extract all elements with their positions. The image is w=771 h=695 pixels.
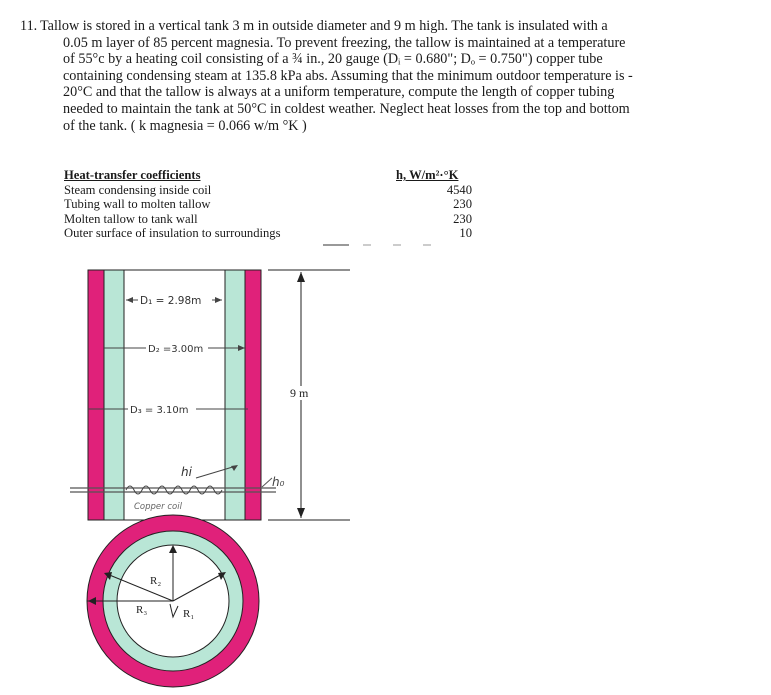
problem-line-6: needed to maintain the tank at 50°C in coldest weather. Neglect heat losses from the top and bottom: [63, 100, 630, 117]
coefficient-value: 4540: [446, 182, 472, 197]
d3-label: D₃ = 3.10m: [130, 405, 189, 416]
coefficient-row-label: Molten tallow to tank wall: [64, 211, 198, 226]
hi-label: hi: [181, 465, 192, 479]
coefficient-value: 230: [453, 197, 472, 212]
wall-left: [104, 270, 124, 520]
coefficient-header: Heat-transfer coefficients: [64, 168, 201, 182]
r1-label: R₁: [183, 608, 195, 620]
height-label: 9 m: [290, 386, 309, 400]
h-header: h, W/m²·°K: [396, 168, 459, 182]
problem-line-3: of 55°c by a heating coil consisting of a ¾ in., 20 gauge (Dᵢ = 0.680"; Dₒ = 0.750") copper tube: [63, 51, 603, 68]
coefficient-value: 10: [459, 226, 472, 241]
insulation-left: [88, 270, 104, 520]
d2-label: D₂ =3.00m: [148, 344, 204, 355]
wall-right: [225, 270, 245, 520]
d1-label: D₁ = 2.98m: [140, 295, 202, 307]
problem-line-2: 0.05 m layer of 85 percent magnesia. To prevent freezing, the tallow is maintained at a temperature: [63, 34, 626, 51]
coefficient-row-label: Steam condensing inside coil: [64, 182, 212, 197]
problem-line-5: 20°C and that the tallow is always at a uniform temperature, compute the length of copper tubing: [63, 84, 615, 101]
r3-label: R₃: [136, 604, 148, 616]
problem-line-7: of the tank. ( k magnesia = 0.066 w/m °K ): [63, 117, 307, 134]
copper-coil: [126, 486, 222, 494]
h0-label: h₀: [272, 475, 285, 489]
coil-label: Copper coil: [134, 502, 182, 512]
r2-label: R₂: [150, 575, 162, 587]
problem-number: 11.: [20, 18, 38, 34]
insulation-right: [245, 270, 261, 520]
coefficient-row-label: Outer surface of insulation to surroundings: [64, 226, 281, 241]
problem-line-4: containing condensing steam at 135.8 kPa abs. Assuming that the minimum outdoor temperature is -: [63, 67, 633, 84]
problem-line-1: Tallow is stored in a vertical tank 3 m in outside diameter and 9 m high. The tank is insulated with a: [40, 18, 608, 34]
coefficient-row-label: Tubing wall to molten tallow: [64, 197, 211, 212]
coefficient-value: 230: [453, 211, 472, 226]
